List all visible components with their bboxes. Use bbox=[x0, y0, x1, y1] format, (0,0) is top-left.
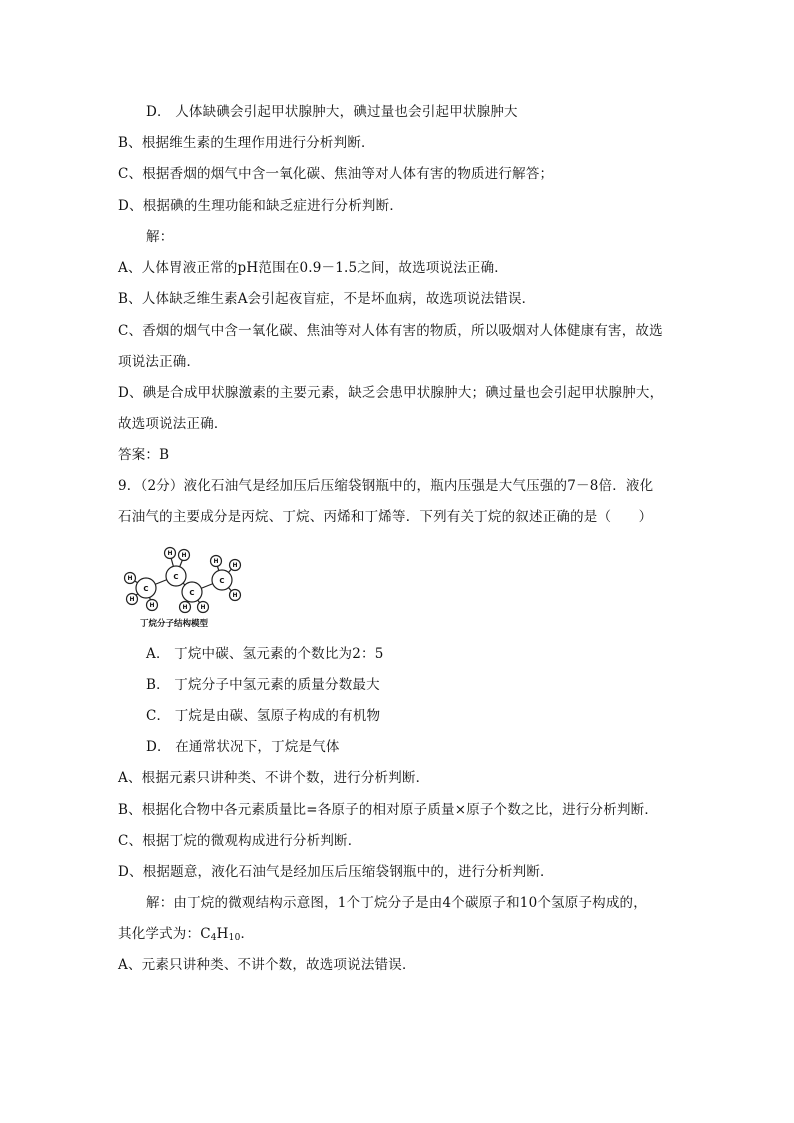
analysis-9-c: C、根据丁烷的微观构成进行分析判断． bbox=[118, 833, 362, 849]
answer: 答案：B bbox=[118, 447, 170, 463]
formula-suffix: ． bbox=[240, 926, 255, 942]
hydrogen-label: H bbox=[127, 575, 133, 582]
solution-c-line1: C、香烟的烟气中含一氧化碳、焦油等对人体有害的物质，所以吸烟对人体健康有害，故选 bbox=[118, 323, 663, 339]
hydrogen-label: H bbox=[129, 596, 135, 603]
analysis-9-b: B、根据化合物中各元素质量比=各原子的相对原子质量×原子个数之比，进行分析判断． bbox=[118, 802, 659, 818]
option-d-previous: D． 人体缺碘会引起甲状腺肿大，碘过量也会引起甲状腺肿大 bbox=[146, 104, 518, 120]
solution-d-line2: 故选项说法正确． bbox=[118, 416, 228, 432]
question-9-line1: 9．（2分）液化石油气是经加压后压缩袋钢瓶中的，瓶内压强是大气压强的7－8倍．液化 bbox=[118, 478, 654, 494]
solution-a: A、人体胃液正常的pH范围在0.9－1.5之间，故选项说法正确． bbox=[118, 260, 509, 276]
hydrogen-label: H bbox=[200, 604, 206, 611]
carbon-label: C bbox=[143, 585, 149, 593]
formula-prefix: 其化学式为：C bbox=[118, 926, 211, 942]
solution-9-a: A、元素只讲种类、不讲个数，故选项说法错误． bbox=[118, 957, 416, 973]
chemical-formula-line bbox=[118, 925, 254, 943]
formula-sub-10: 10 bbox=[228, 933, 241, 943]
solution-b: B、人体缺乏维生素A会引起夜盲症，不是坏血病，故选项说法错误． bbox=[118, 291, 536, 307]
formula-sub-4: 4 bbox=[210, 933, 217, 943]
butane-molecule-figure bbox=[118, 542, 248, 632]
hydrogen-label: H bbox=[149, 602, 155, 609]
analysis-b: B、根据维生素的生理作用进行分析判断． bbox=[118, 135, 375, 151]
hydrogen-label: H bbox=[232, 592, 238, 599]
analysis-9-a: A、根据元素只讲种类、不讲个数，进行分析判断． bbox=[118, 770, 430, 786]
formula-h: H bbox=[216, 926, 229, 942]
option-a: A． 丁烷中碳、氢元素的个数比为2：5 bbox=[146, 646, 384, 662]
carbon-label: C bbox=[189, 589, 195, 597]
hydrogen-label: H bbox=[182, 604, 188, 611]
figure-caption: 丁烷分子结构模型 bbox=[140, 619, 209, 629]
carbon-label: C bbox=[173, 573, 179, 581]
hydrogen-label: H bbox=[181, 552, 187, 559]
hydrogen-label: H bbox=[232, 562, 238, 569]
hydrogen-label: H bbox=[213, 558, 219, 565]
option-c: C． 丁烷是由碳、氢原子构成的有机物 bbox=[146, 708, 381, 724]
solution-d-line1: D、碘是合成甲状腺激素的主要元素，缺乏会患甲状腺肿大；碘过量也会引起甲状腺肿大， bbox=[118, 385, 664, 401]
option-b: B． 丁烷分子中氢元素的质量分数最大 bbox=[146, 677, 380, 693]
option-d: D． 在通常状况下，丁烷是气体 bbox=[146, 739, 340, 755]
analysis-c: C、根据香烟的烟气中含一氧化碳、焦油等对人体有害的物质进行解答； bbox=[118, 166, 554, 182]
question-9-line2: 石油气的主要成分是丙烷、丁烷、丙烯和丁烯等．下列有关丁烷的叙述正确的是（ ） bbox=[118, 509, 653, 525]
analysis-9-d: D、根据题意，液化石油气是经加压后压缩袋钢瓶中的，进行分析判断． bbox=[118, 864, 554, 880]
solution-c-line2: 项说法正确． bbox=[118, 354, 201, 370]
solution-9-intro: 解：由丁烷的微观结构示意图，1个丁烷分子是由4个碳原子和10个氢原子构成的， bbox=[146, 895, 647, 911]
analysis-d: D、根据碘的生理功能和缺乏症进行分析判断． bbox=[118, 198, 404, 214]
solution-heading: 解： bbox=[146, 229, 174, 245]
hydrogen-label: H bbox=[167, 550, 173, 557]
carbon-label: C bbox=[219, 577, 225, 585]
